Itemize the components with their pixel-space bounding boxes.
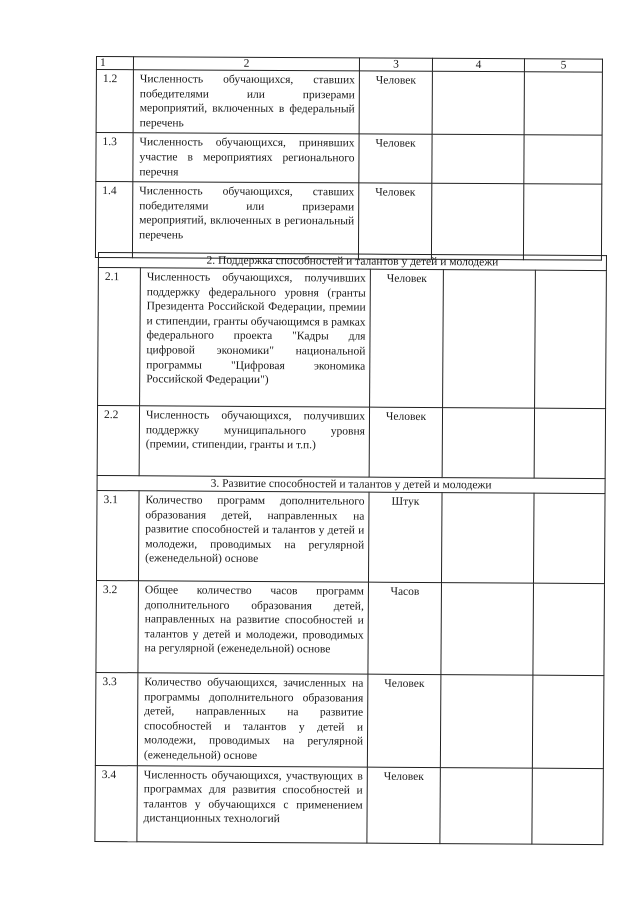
- row-number: 3.1: [96, 490, 139, 580]
- table-row: [97, 406, 605, 479]
- unit-cell: Человек: [369, 407, 442, 477]
- value-cell: [524, 135, 602, 184]
- unit-cell: Человек: [370, 269, 444, 407]
- row-number: 3.4: [95, 765, 137, 841]
- section-title: 3. Развитие способностей и талантов у детей и молодежи: [97, 475, 605, 493]
- value-cell: [534, 408, 605, 478]
- unit-cell: Часов: [368, 582, 442, 674]
- indicator-name: Численность обучающихся, ставших победителями или призерами мероприятий, включенных в региональный перечень: [132, 182, 358, 259]
- table-row: [95, 182, 601, 261]
- indicators-table-top: [95, 56, 603, 261]
- value-cell: [441, 493, 534, 584]
- value-cell: [443, 270, 536, 409]
- value-cell: [533, 583, 605, 675]
- row-number: 1.4: [95, 182, 132, 258]
- indicator-name: Численность обучающихся, принявших участие в мероприятиях регионального перечня: [133, 133, 359, 183]
- value-cell: [440, 767, 532, 844]
- column-header: 2: [133, 57, 359, 71]
- value-cell: [432, 135, 524, 184]
- table-row: [96, 70, 602, 136]
- unit-cell: Человек: [367, 767, 440, 843]
- indicator-name: Численность обучающихся, получивших поддержку федерального уровня (гранты Президента Российской Федерации, премии и стипендии, гранты обучающимся в рамках федерального проекта "Кадры для цифровой экономики" национальной программы "Цифровая экономика Российской Федерации"): [140, 268, 371, 407]
- row-number: 1.2: [96, 70, 133, 134]
- value-cell: [533, 493, 605, 583]
- indicator-name: Количество обучающихся, зачисленных на программы дополнительного образования детей, направленных на развитие способностей и талантов у детей и молодежи, проводимых на регулярной (еженедельной) основе: [137, 673, 368, 767]
- value-cell: [532, 675, 604, 768]
- value-cell: [524, 72, 602, 136]
- value-cell: [441, 583, 534, 676]
- value-cell: [523, 184, 601, 260]
- value-cell: [440, 675, 533, 768]
- row-number: 1.3: [96, 133, 133, 182]
- table-row: [95, 765, 603, 844]
- indicators-table-bottom: [94, 252, 607, 845]
- indicator-name: Численность обучающихся, участвующих в программах для развития способностей и талантов у обучающихся с применением дистанционных технологий: [137, 765, 367, 842]
- column-header: 4: [432, 58, 524, 71]
- value-cell: [432, 71, 524, 135]
- table-row: [96, 133, 602, 184]
- unit-cell: Человек: [358, 183, 431, 259]
- row-number: 3.2: [96, 580, 139, 672]
- indicator-name: Общее количество часов программ дополнительного образования детей, направленных на развитие способностей и талантов у детей и молодежи, проводимых на регулярной (еженедельной) основе: [138, 581, 369, 674]
- value-cell: [431, 183, 523, 259]
- section-title: 2. Поддержка способностей и талантов у детей и молодежи: [98, 253, 606, 271]
- indicator-name: Численность обучающихся, получивших поддержку муниципального уровня (премии, стипендии, гранты и т.п.): [139, 406, 369, 477]
- table-row: [96, 580, 605, 675]
- unit-cell: Человек: [367, 674, 441, 767]
- row-number: 3.3: [95, 672, 138, 765]
- column-header: 1: [96, 57, 133, 70]
- value-cell: [442, 408, 534, 479]
- table-row: [96, 490, 605, 583]
- row-number: 2.1: [98, 268, 141, 406]
- value-cell: [535, 270, 607, 408]
- column-header: 5: [524, 59, 602, 72]
- unit-cell: Человек: [359, 134, 432, 183]
- table-row: [98, 268, 607, 409]
- unit-cell: Человек: [359, 71, 432, 135]
- indicator-name: Количество программ дополнительного образования детей, направленных на развитие способностей и талантов у детей и молодежи, проводимых на регулярной (еженедельной) основе: [138, 491, 369, 582]
- column-header: 3: [359, 58, 432, 71]
- table-row: [95, 672, 604, 768]
- value-cell: [532, 768, 603, 844]
- indicator-name: Численность обучающихся, ставших победителями или призерами мероприятий, включенных в федеральный перечень: [133, 70, 359, 135]
- unit-cell: Штук: [368, 492, 442, 582]
- row-number: 2.2: [97, 406, 139, 476]
